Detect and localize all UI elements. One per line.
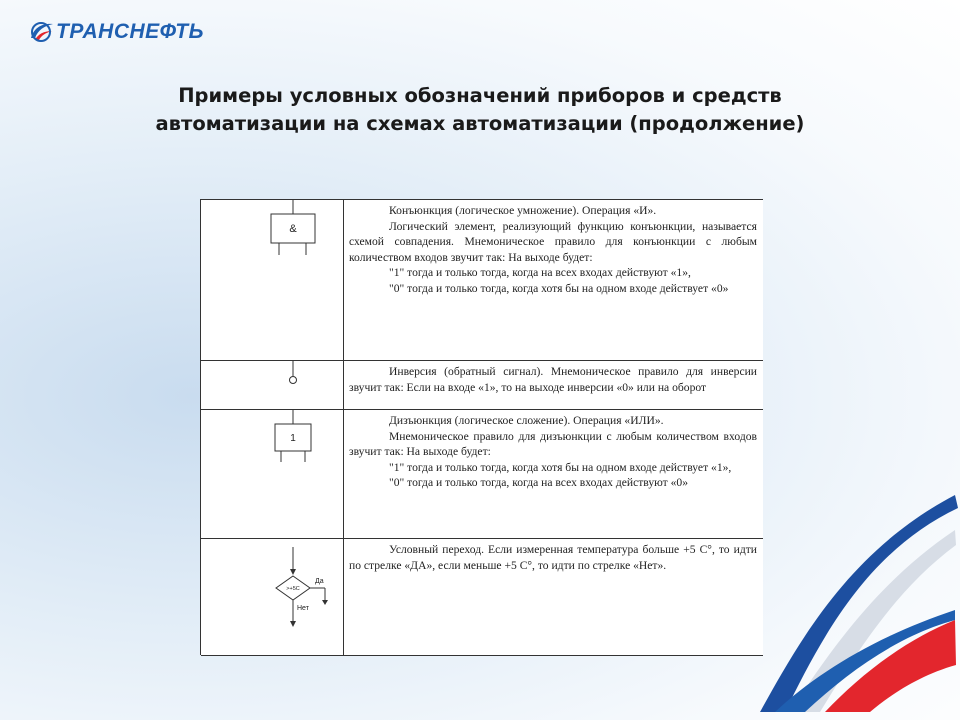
title-line-1: Примеры условных обозначений приборов и средств: [178, 84, 782, 107]
brand-swoosh-decoration: [730, 490, 960, 720]
inversion-description: [349, 364, 757, 395]
transneft-logo: [28, 20, 204, 44]
or-description: [349, 413, 757, 491]
description-paragraph: Мнемоническое правило для дизъюнкции с любым количеством входов звучит так: На выходе будет:: [349, 429, 757, 459]
logo-text: ТРАНСНЕФТЬ: [56, 20, 204, 43]
description-paragraph: Условный переход. Если измеренная температура больше +5 С°, то идти по стрелке «ДА», если меньше +5 С°, то идти по стрелке «Нет».: [349, 543, 757, 572]
and-description: [349, 203, 757, 297]
table-row-and: [201, 199, 763, 361]
table-row-condition: [201, 538, 763, 656]
description-paragraph: "1" тогда и только тогда, когда на всех входах действуют «1»,: [389, 266, 691, 280]
description-paragraph: Логический элемент, реализующий функцию конъюнкции, называется схемой совпадения. Мнемоническое правило для конъюнкции с любым количеством входов звучит так: На выходе будет:: [349, 219, 757, 264]
and-symbol-cell: [201, 200, 344, 361]
description-paragraph: Конъюнкция (логическое умножение). Операция «И».: [389, 204, 657, 217]
condition-label: >+5C: [286, 586, 300, 592]
or-gate-label: 1: [290, 433, 296, 444]
slide-title: [100, 82, 860, 138]
yes-label: Да: [315, 578, 324, 585]
description-paragraph: "1" тогда и только тогда, когда хотя бы на одном входе действует «1»,: [389, 460, 732, 474]
condition-symbol-cell: [201, 539, 344, 655]
and-gate-symbol: [201, 200, 343, 361]
description-paragraph: "0" тогда и только тогда, когда хотя бы на одном входе действует «0»: [389, 281, 729, 295]
table-row-or: [201, 409, 763, 539]
or-symbol-cell: [201, 410, 344, 539]
condition-symbol: [201, 539, 343, 655]
no-label: Нет: [297, 605, 309, 612]
table-row-inversion: [201, 360, 763, 410]
symbols-table: [200, 199, 763, 655]
condition-description: [349, 542, 757, 573]
description-paragraph: Инверсия (обратный сигнал). Мнемоническое правило для инверсии звучит так: Если на входе «1», то на выходе инверсии «0» или на оборот: [349, 365, 757, 394]
or-gate-symbol: [201, 410, 343, 539]
and-gate-label: &: [289, 223, 297, 235]
description-paragraph: "0" тогда и только тогда, когда на всех входах действуют «0»: [389, 476, 689, 490]
inversion-symbol-cell: [201, 361, 344, 410]
description-paragraph: Дизъюнкция (логическое сложение). Операция «ИЛИ».: [389, 414, 664, 427]
title-line-2: автоматизации на схемах автоматизации (продолжение): [155, 112, 805, 135]
transneft-emblem-icon: [28, 21, 54, 43]
inversion-symbol: [201, 361, 343, 410]
